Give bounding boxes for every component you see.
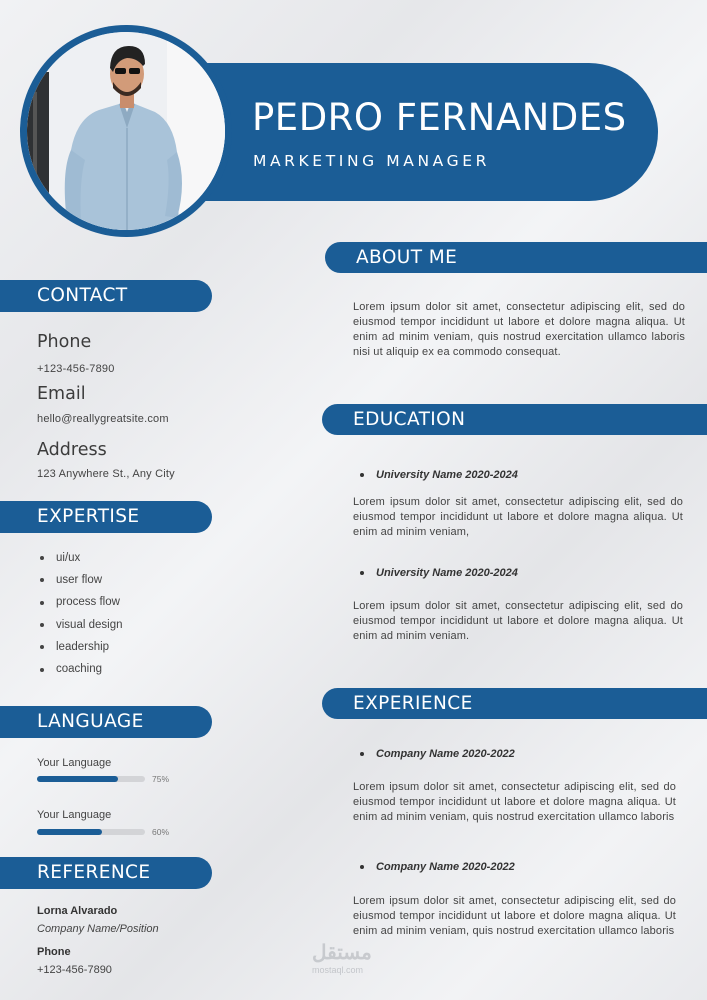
- experience-entry-1-heading: Company Name 2020-2022: [360, 748, 515, 760]
- experience-entry-2-heading: Company Name 2020-2022: [360, 861, 515, 873]
- language-2-percent: 60%: [152, 827, 170, 837]
- reference-phone-label: Phone: [37, 946, 71, 958]
- experience-entry-1-text: Lorem ipsum dolor sit amet, consectetur adipiscing elit, sed do eiusmod tempor incididunt ut labore et dolore magna aliqua. Ut enim ad minim veniam, quis nostrud exercitation ullamco laboris: [353, 781, 676, 823]
- bullet-icon: [40, 645, 44, 649]
- about-section-header: ABOUT ME: [325, 242, 707, 273]
- reference-phone: +123-456-7890: [37, 964, 112, 976]
- bullet-icon: [40, 556, 44, 560]
- address-label: Address: [37, 440, 107, 460]
- expertise-list: [40, 547, 122, 681]
- reference-name: Lorna Alvarado: [37, 905, 118, 917]
- bullet-icon: [40, 601, 44, 605]
- watermark-logo: مستقل: [312, 942, 372, 964]
- bullet-icon: [360, 473, 364, 477]
- language-2-progress-bar: [37, 829, 145, 835]
- language-1-label: Your Language: [37, 757, 112, 769]
- language-1-progress-bar: [37, 776, 145, 782]
- person-name: PEDRO FERNANDES: [252, 96, 627, 139]
- reference-position: Company Name/Position: [37, 923, 159, 935]
- person-role: MARKETING MANAGER: [253, 152, 490, 170]
- email-label: Email: [37, 384, 86, 404]
- list-item: visual design: [40, 614, 122, 636]
- reference-section-header: REFERENCE: [0, 857, 212, 889]
- bullet-icon: [360, 752, 364, 756]
- experience-entry-2-text: Lorem ipsum dolor sit amet, consectetur adipiscing elit, sed do eiusmod tempor incididunt ut labore et dolore magna aliqua. Ut enim ad minim veniam, quis nostrud exercitation ullamco laboris: [353, 895, 676, 937]
- education-entry-1-heading: University Name 2020-2024: [360, 469, 518, 481]
- language-section-header: LANGUAGE: [0, 706, 212, 738]
- expertise-section-header: EXPERTISE: [0, 501, 212, 533]
- bullet-icon: [40, 623, 44, 627]
- phone-value: +123-456-7890: [37, 363, 115, 375]
- bullet-icon: [40, 668, 44, 672]
- language-2-progress-fill: [37, 829, 102, 835]
- language-2-label: Your Language: [37, 809, 112, 821]
- address-value: 123 Anywhere St., Any City: [37, 468, 175, 480]
- contact-section-header: CONTACT: [0, 280, 212, 312]
- education-section-header: EDUCATION: [322, 404, 707, 435]
- language-1-percent: 75%: [152, 774, 170, 784]
- list-item: leadership: [40, 636, 122, 658]
- education-entry-1-text: Lorem ipsum dolor sit amet, consectetur adipiscing elit, sed do eiusmod tempor incididunt ut labore et dolore magna aliqua. Ut enim ad minim veniam,: [353, 496, 683, 538]
- about-text: Lorem ipsum dolor sit amet, consectetur adipiscing elit, sed do eiusmod tempor incididunt ut labore et dolore magna aliqua. Ut enim ad minim veniam, quis nostrud exercitation ullamco laboris nisi ut aliquip ex ea commodo consequat.: [353, 301, 685, 358]
- list-item: ui/ux: [40, 547, 122, 569]
- email-value: hello@reallygreatsite.com: [37, 413, 169, 425]
- bullet-icon: [40, 578, 44, 582]
- list-item: process flow: [40, 592, 122, 614]
- watermark-url: mostaql.com: [312, 965, 364, 975]
- profile-photo: [27, 32, 225, 230]
- list-item: coaching: [40, 658, 122, 680]
- profile-photo-illustration: [27, 32, 225, 230]
- language-1-progress-fill: [37, 776, 118, 782]
- experience-section-header: EXPERIENCE: [322, 688, 707, 719]
- phone-label: Phone: [37, 332, 92, 352]
- list-item: user flow: [40, 569, 122, 591]
- education-entry-2-text: Lorem ipsum dolor sit amet, consectetur adipiscing elit, sed do eiusmod tempor incididunt ut labore et dolore magna aliqua. Ut enim ad minim veniam.: [353, 600, 683, 642]
- bullet-icon: [360, 865, 364, 869]
- education-entry-2-heading: University Name 2020-2024: [360, 567, 518, 579]
- bullet-icon: [360, 571, 364, 575]
